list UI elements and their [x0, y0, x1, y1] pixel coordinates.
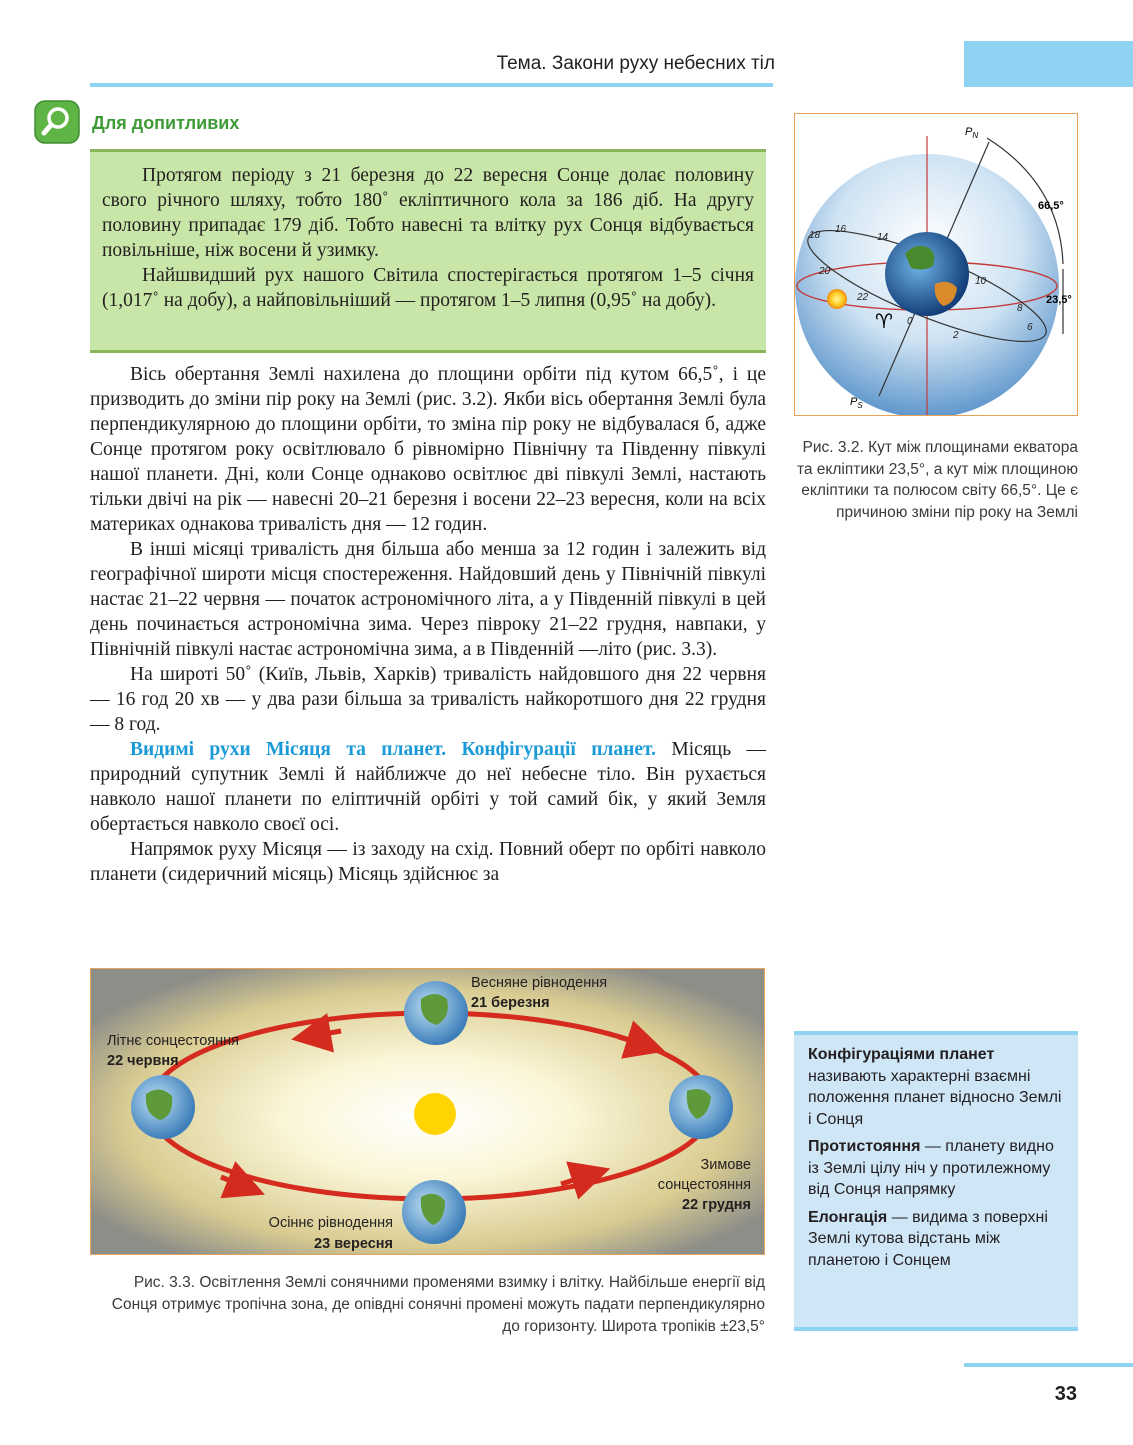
- pole-south-label: $P_S$: [850, 396, 863, 410]
- earth-autumn: [402, 1180, 466, 1244]
- aries-symbol: ♈: [875, 309, 893, 333]
- definitions-box: [794, 1031, 1078, 1331]
- autumn-date: 23 вересня: [314, 1236, 393, 1252]
- body-paragraph-1: Вісь обертання Землі нахилена до площини орбіти під кутом 66,5˚, і це призводить до зміни пір року на Землі (рис. 3.2). Якби вісь обертання Землі була перпендикулярною до площини орбіти, то зміна пір року не відбувалася б, адже Сонце протягом року освітлювало б рівномірно Північну та Південну півкулі нашої планети. Дні, коли Сонце однаково освітлює дві півкулі Землі, настають тільки двічі на рік — навесні 20–21 березня і восени 22–23 вересня, коли на всіх материках однакова тривалість дня — 12 годин.: [90, 364, 766, 535]
- celestial-sphere-diagram: [795, 114, 1078, 416]
- body-paragraph-2: В інші місяці тривалість дня більша або менша за 12 годин і залежить від географічної широти місця спостереження. Найдовший день у Північній півкулі настає 21–22 червня — початок астрономічного літа, а у Південній півкулі в цей день починається астрономічна зима. Через півроку 21–22 грудня, навпаки, у Північній півкулі настає астрономічна зима, а в Південній —літо (рис. 3.3).: [90, 539, 766, 660]
- earth-summer: [131, 1075, 195, 1139]
- curious-section-title: Для допитливих: [92, 113, 240, 133]
- angle-66-label: 66,5°: [1038, 200, 1064, 212]
- pole-north-label: $P_N$: [965, 126, 979, 140]
- curious-box: [90, 149, 766, 353]
- main-text: [90, 362, 766, 887]
- body-paragraph-4: [90, 737, 766, 837]
- magnifier-icon: [34, 100, 80, 144]
- svg-text:20: 20: [819, 266, 831, 277]
- earth-spring: [404, 981, 468, 1045]
- svg-text:22: 22: [857, 292, 869, 303]
- figure-3-3-caption: Рис. 3.3. Освітлення Землі сонячними променями взимку і влітку. Найбільше енергії від Сонця отримує тропічна зона, де опівдні сонячні промені можуть падати перпендикулярно до горизонту. Широта тропіків ±23,5°: [111, 1274, 765, 1335]
- earth-orbit-seasons-diagram: [91, 969, 765, 1255]
- winter-date: 22 грудня: [682, 1197, 751, 1213]
- spring-label: Весняне рівнодення: [471, 975, 608, 991]
- winter-label-1: Зимове: [700, 1157, 751, 1173]
- svg-text:10: 10: [975, 276, 987, 287]
- term-elongation: Елонгація: [808, 1208, 888, 1226]
- page-header-title: Тема. Закони руху небесних тіл: [496, 53, 775, 74]
- header-rule: [90, 83, 773, 87]
- winter-label-2: сонцестояння: [657, 1177, 751, 1193]
- term-configurations: Конфігураціями планет: [808, 1046, 995, 1063]
- definition-configurations: Конфігураціями планет називають характерні взаємні положення планет відносно Землі і Сонця: [808, 1046, 1062, 1128]
- header-accent-block: [964, 41, 1133, 87]
- figure-3-3: [90, 968, 765, 1255]
- body-paragraph-4-text: Місяць — природний супутник Землі й найближче до неї небесне тіло. Він рухається навколо нашої планети по еліптичній орбіті у той самий бік, у який Земля обертається навколо своєї осі.: [90, 739, 766, 835]
- autumn-label: Осіннє рівнодення: [268, 1215, 393, 1231]
- term-opposition: Протистояння: [808, 1138, 921, 1155]
- figure-3-2: [794, 113, 1078, 416]
- curious-paragraph-1: Протягом періоду з 21 березня до 22 вересня Сонце долає половину свого річного шляху, тобто 180˚ екліптичного кола за 186 діб. На другу половину припадає 179 діб. Тобто навесні та влітку рух Сонця відбувається повільніше, ніж восени й узимку.: [102, 165, 754, 261]
- figure-3-2-caption: Рис. 3.2. Кут між площинами екватора та екліптики 23,5°, а кут між площиною екліптики та полюсом світу 66,5°. Це є причиною зміни пір року на Землі: [796, 439, 1078, 521]
- svg-text:6: 6: [1027, 322, 1033, 333]
- body-paragraph-5: Напрямок руху Місяця — із заходу на схід. Повний оберт по орбіті навколо планети (сидеричний місяць) Місяць здійснює за: [90, 839, 766, 885]
- footer-rule: [964, 1363, 1133, 1367]
- earth-winter: [669, 1075, 733, 1139]
- angle-23-label: 23,5°: [1046, 294, 1072, 306]
- earth-globe: [885, 232, 969, 316]
- section-heading-moon: Видимі рухи Місяця та планет. Конфігурації планет.: [130, 739, 657, 760]
- svg-text:8: 8: [1017, 303, 1023, 314]
- summer-date: 22 червня: [107, 1053, 179, 1069]
- sun-icon: [414, 1093, 456, 1135]
- spring-date: 21 березня: [471, 995, 550, 1011]
- body-paragraph-3: На широті 50˚ (Київ, Львів, Харків) тривалість найдовшого дня 22 червня — 16 год 20 хв — у два рази більша за тривалість найкоротшого дня 22 грудня — 8 год.: [90, 664, 766, 735]
- summer-label: Літнє сонцестояння: [107, 1033, 240, 1049]
- svg-text:16: 16: [835, 224, 847, 235]
- svg-text:0: 0: [907, 316, 913, 327]
- definition-opposition: Протистояння — планету видно із Землі цілу ніч у протилежному від Сонця напрямку: [808, 1138, 1054, 1198]
- svg-text:18: 18: [809, 230, 821, 241]
- curious-paragraph-2: Найшвидший рух нашого Світила спостерігається протягом 1–5 січня (1,017˚ на добу), а найповільніший — протягом 1–5 липня (0,95˚ на добу).: [102, 265, 754, 311]
- definition-elongation: Елонгація — видима з поверхні Землі кутова відстань між планетою і Сонцем: [808, 1208, 1048, 1269]
- svg-text:2: 2: [953, 330, 959, 341]
- svg-text:14: 14: [877, 232, 889, 243]
- sun-icon: [827, 289, 847, 309]
- page-number: 33: [1054, 1383, 1077, 1405]
